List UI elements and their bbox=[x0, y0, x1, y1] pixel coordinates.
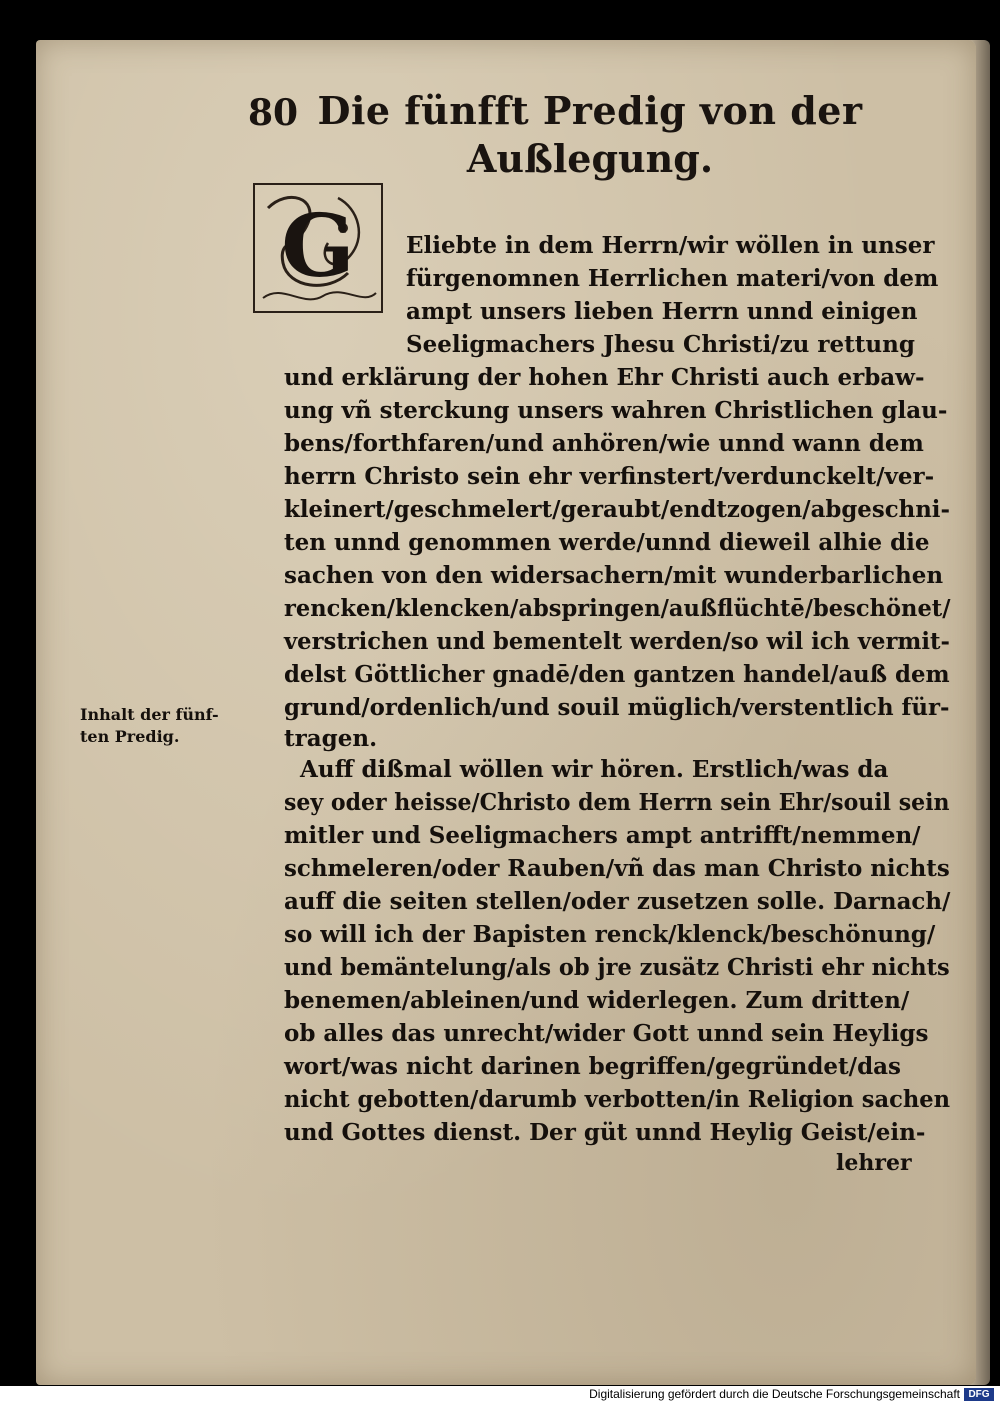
text-line: ung vñ sterckung unsers wahren Christlichen glau- bbox=[284, 397, 948, 424]
marginal-note-line: ten Predig. bbox=[80, 727, 180, 746]
text-line: nicht gebotten/darumb verbotten/in Religion sachen bbox=[284, 1086, 951, 1113]
marginal-note-line: Inhalt der fünf- bbox=[80, 705, 219, 724]
catchword: lehrer bbox=[836, 1150, 912, 1176]
text-line: Seeligmachers Jhesu Christi/zu rettung bbox=[406, 331, 915, 358]
text-line: sachen von den widersachern/mit wunderbarlichen bbox=[284, 562, 944, 589]
decorated-initial bbox=[248, 178, 388, 318]
text-line: rencken/klencken/abspringen/außflüchtē/beschönet/ bbox=[284, 595, 951, 622]
dfg-logo: DFG bbox=[964, 1388, 994, 1401]
text-line: Eliebte in dem Herrn/wir wöllen in unser bbox=[406, 232, 935, 259]
text-line: und bemäntelung/als ob jre zusätz Christi ehr nichts bbox=[284, 954, 950, 981]
text-line: tragen. bbox=[284, 725, 378, 752]
chapter-heading-continued: Außlegung. bbox=[466, 136, 714, 181]
text-line: ten unnd genommen werde/unnd dieweil alhie die bbox=[284, 529, 930, 556]
text-line: Auff dißmal wöllen wir hören. Erstlich/was da bbox=[300, 756, 889, 783]
marginal-note bbox=[80, 704, 250, 748]
text-line: und Gottes dienst. Der güt unnd Heylig Geist/ein- bbox=[284, 1119, 926, 1146]
text-line: fürgenomnen Herrlichen materi/von dem bbox=[406, 265, 939, 292]
text-line: benemen/ableinen/und widerlegen. Zum dritten/ bbox=[284, 987, 910, 1014]
text-line: herrn Christo sein ehr verfinstert/verdunckelt/ver- bbox=[284, 463, 935, 490]
text-line: so will ich der Bapisten renck/klenck/beschönung/ bbox=[284, 921, 936, 948]
text-line: grund/ordenlich/und souil müglich/verstentlich für- bbox=[284, 694, 950, 721]
text-line: auff die seiten stellen/oder zusetzen solle. Darnach/ bbox=[284, 888, 951, 915]
page-number: 80 bbox=[248, 92, 299, 134]
text-line: mitler und Seeligmachers ampt antrifft/nemmen/ bbox=[284, 822, 921, 849]
funding-notice: Digitalisierung gefördert durch die Deutsche Forschungsgemeinschaft bbox=[589, 1387, 960, 1401]
chapter-heading: Die fünfft Predig von der bbox=[317, 88, 863, 133]
initial-letter: G bbox=[281, 196, 355, 297]
footer-bar bbox=[0, 1386, 1000, 1404]
text-line: schmeleren/oder Rauben/vñ das man Christo nichts bbox=[284, 855, 950, 882]
text-line: kleinert/geschmelert/geraubt/endtzogen/abgeschni- bbox=[284, 496, 950, 523]
text-line: bens/forthfaren/und anhören/wie unnd wann dem bbox=[284, 430, 924, 457]
text-line: wort/was nicht darinen begriffen/gegründet/das bbox=[284, 1053, 902, 1080]
text-line: und erklärung der hohen Ehr Christi auch erbaw- bbox=[284, 364, 925, 391]
text-line: verstrichen und bementelt werden/so wil ich vermit- bbox=[284, 628, 950, 655]
text-line: ob alles das unrecht/wider Gott unnd sein Heyligs bbox=[284, 1020, 929, 1047]
text-line: sey oder heisse/Christo dem Herrn sein Ehr/souil sein bbox=[284, 789, 950, 816]
text-line: delst Göttlicher gnadē/den gantzen handel/auß dem bbox=[284, 661, 950, 688]
text-line: ampt unsers lieben Herrn unnd einigen bbox=[406, 298, 918, 325]
